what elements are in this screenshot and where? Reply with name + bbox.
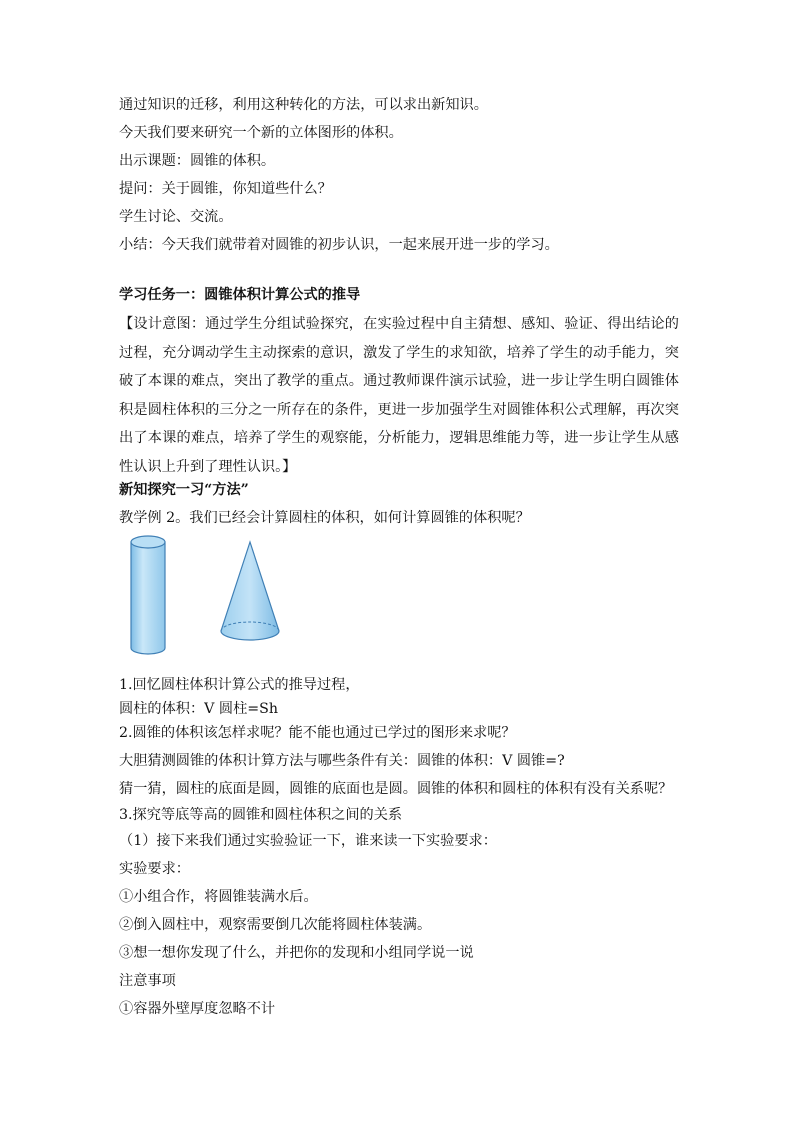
body-line-1: 1.回忆圆柱体积计算公式的推导过程， — [119, 677, 360, 693]
example-line: 教学例 2。我们已经会计算圆柱的体积，如何计算圆锥的体积呢？ — [119, 510, 530, 526]
design-intent-paragraph: 【设计意图：通过学生分组试验探究，在实验过程中自主猜想、感知、验证、得出结论的过程，充分调动学生主动探索的意识，激发了学生的求知欲，培养了学生的动手能力，突破了本课的难点，突出了教学的重点。通过教师课件演示试验，进一步让学生明白圆锥体积是圆柱体积的三分之一所存在的条件，更进一步加强学生对圆锥体积公式理解，再次突出了本课的难点，培养了学生的观察能，分析能力，逻辑思维能力等，进一步让学生从感性认识上升到了理性认识。】 — [119, 316, 679, 475]
intro-line-4: 提问：关于圆锥，你知道些什么？ — [119, 181, 332, 197]
intro-line-6: 小结：今天我们就带着对圆锥的初步认识，一起来展开进一步的学习。 — [119, 237, 559, 253]
task-title: 学习任务一：圆锥体积计算公式的推导 — [119, 287, 361, 303]
intro-line-3: 出示课题：圆锥的体积。 — [119, 153, 276, 169]
cylinder-cone-figure — [125, 532, 295, 660]
new-knowledge-title: 新知探究一习“方法” — [119, 482, 249, 498]
body-line-13: ①容器外壁厚度忽略不计 — [119, 1001, 276, 1017]
body-line-11: ③想一想你发现了什么，并把你的发现和小组同学说一说 — [119, 945, 474, 961]
body-line-8: 实验要求： — [119, 861, 190, 877]
intro-line-2: 今天我们要来研究一个新的立体图形的体积。 — [119, 125, 403, 141]
body-line-6: 3.探究等底等高的圆锥和圆柱体积之间的关系 — [119, 807, 403, 823]
cylinder-shape — [131, 536, 165, 654]
intro-line-5: 学生讨论、交流。 — [119, 209, 233, 225]
body-line-5: 猜一猜，圆柱的底面是圆，圆锥的底面也是圆。圆锥的体积和圆柱的体积有没有关系呢？ — [119, 781, 673, 797]
cone-shape — [221, 542, 279, 640]
body-line-12: 注意事项 — [119, 973, 176, 989]
intro-line-1: 通过知识的迁移，利用这种转化的方法，可以求出新知识。 — [119, 97, 488, 113]
body-line-10: ②倒入圆柱中，观察需要倒几次能将圆柱体装满。 — [119, 917, 432, 933]
body-line-3: 2.圆锥的体积该怎样求呢？能不能也通过已学过的图形来求呢？ — [119, 725, 516, 741]
body-line-9: ①小组合作，将圆锥装满水后。 — [119, 889, 318, 905]
body-line-2: 圆柱的体积：V 圆柱=Sh — [119, 701, 279, 717]
body-line-4: 大胆猜测圆锥的体积计算方法与哪些条件有关：圆锥的体积：V 圆锥=? — [119, 753, 565, 769]
body-line-7: （1）接下来我们通过实验验证一下，谁来读一下实验要求： — [119, 833, 497, 849]
